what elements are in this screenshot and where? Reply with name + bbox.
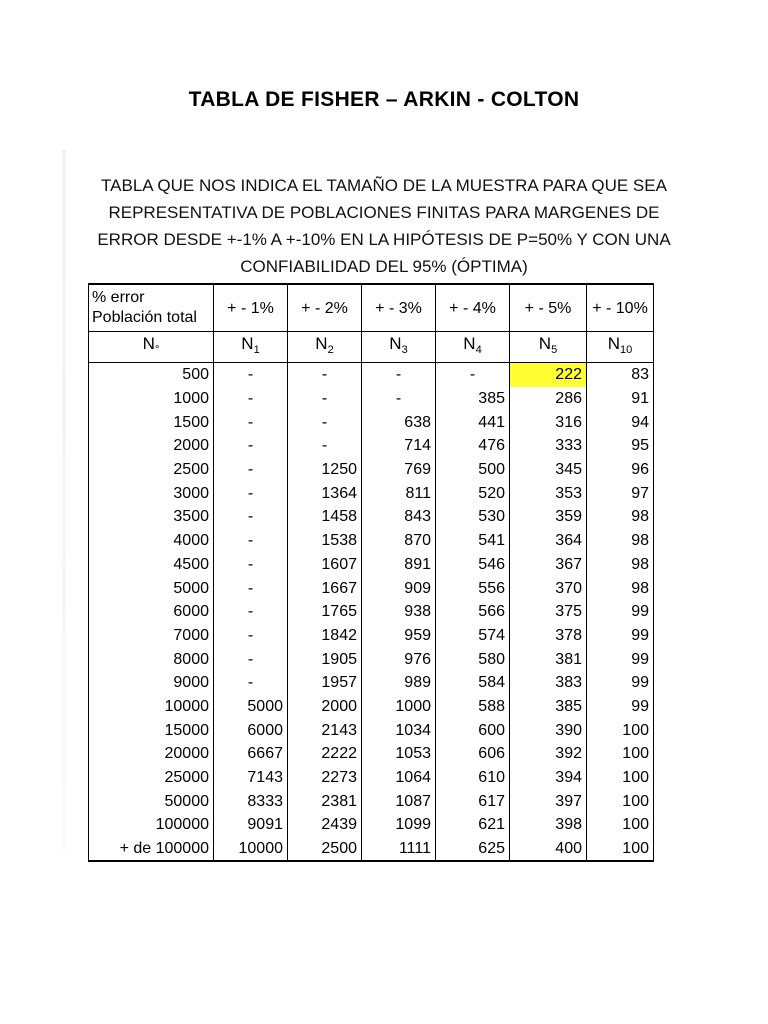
population-cell: 25000 [89,766,214,790]
sample-size-cell: 1765 [288,600,362,624]
n-header-base: N [463,334,476,353]
sample-size-cell: - [214,600,288,624]
population-cell: 500 [89,363,214,387]
error-header-row [89,284,654,332]
sample-size-cell: 98 [587,576,654,600]
population-cell: 6000 [89,600,214,624]
table-row [89,789,654,813]
n-header-subscript: 2 [327,344,334,356]
sample-size-cell: 1034 [362,718,436,742]
sample-size-cell: 100 [587,718,654,742]
population-cell: 2000 [89,434,214,458]
description-line: TABLA QUE NOS INDICA EL TAMAÑO DE LA MUESTRA PARA QUE SEA [101,176,667,195]
table-body [89,363,654,862]
sample-size-cell: 843 [362,505,436,529]
sample-size-cell: 2222 [288,742,362,766]
table-row [89,481,654,505]
sample-size-cell: 500 [436,458,510,482]
sample-size-cell: 94 [587,410,654,434]
population-cell: 4500 [89,553,214,577]
sample-size-cell: 83 [587,363,654,387]
sample-size-cell: 959 [362,624,436,648]
n-header-base: N [241,334,254,353]
population-cell: 4000 [89,529,214,553]
sample-size-cell: 316 [510,410,587,434]
sample-size-cell: 1111 [362,837,436,862]
population-cell: 50000 [89,789,214,813]
sample-size-cell: 385 [510,695,587,719]
sample-size-cell: 400 [510,837,587,862]
n-header [510,332,587,363]
sample-size-cell: 99 [587,695,654,719]
population-cell: 15000 [89,718,214,742]
population-cell: 9000 [89,671,214,695]
sample-size-cell: 390 [510,718,587,742]
sample-size-cell: 588 [436,695,510,719]
sample-size-cell: 353 [510,481,587,505]
n-header-base: N [315,334,328,353]
sample-size-cell: 606 [436,742,510,766]
table-row [89,813,654,837]
sample-size-cell: 99 [587,647,654,671]
sample-size-cell: 520 [436,481,510,505]
sample-size-cell: - [214,624,288,648]
sample-size-cell: 989 [362,671,436,695]
table-row [89,671,654,695]
table-row [89,458,654,482]
population-cell: 5000 [89,576,214,600]
n-header-base: N [607,334,621,353]
error-header: + - 5% [510,284,587,332]
table-row [89,363,654,387]
sample-size-cell: - [288,410,362,434]
sample-size-cell: 9091 [214,813,288,837]
n-header-row [89,332,654,363]
page-title: TABLA DE FISHER – ARKIN - COLTON [188,88,580,111]
n-header-base: N [538,334,552,353]
table-row [89,837,654,862]
sample-size-cell: 2273 [288,766,362,790]
sample-size-cell: 476 [436,434,510,458]
corner-header-cell [89,284,214,332]
sample-size-cell: 1000 [362,695,436,719]
n-header [436,332,510,363]
table-row [89,505,654,529]
corner-error-label: % error [92,289,145,306]
population-cell: 3000 [89,481,214,505]
sample-size-cell: - [362,387,436,411]
sample-size-cell: 222 [510,363,587,387]
sample-size-cell: 584 [436,671,510,695]
sample-size-cell: 95 [587,434,654,458]
sample-size-cell: 392 [510,742,587,766]
sample-size-cell: 385 [436,387,510,411]
population-cell: 7000 [89,624,214,648]
n-header-base: N [389,334,402,353]
sample-size-cell: 2500 [288,837,362,862]
sample-size-cell: 441 [436,410,510,434]
sample-size-cell: - [214,553,288,577]
sample-size-cell: 6000 [214,718,288,742]
sample-size-cell: 566 [436,600,510,624]
sample-size-cell: 375 [510,600,587,624]
sample-size-cell: - [214,363,288,387]
n-header-subscript: 4 [475,344,482,356]
sample-size-cell: 1905 [288,647,362,671]
sample-size-cell: 99 [587,600,654,624]
sample-size-cell: 99 [587,624,654,648]
table-row [89,529,654,553]
sample-size-cell: 1607 [288,553,362,577]
sample-size-cell: 2000 [288,695,362,719]
description-line: CONFIABILIDAD DEL 95% (ÓPTIMA) [240,257,528,276]
sample-size-cell: 938 [362,600,436,624]
sample-size-cell: 1842 [288,624,362,648]
sample-size-cell: 370 [510,576,587,600]
table-row [89,766,654,790]
population-cell: 1500 [89,410,214,434]
n-header-subscript: 5 [551,344,558,356]
population-cell: 100000 [89,813,214,837]
sample-size-cell: - [214,481,288,505]
sample-size-cell: 100 [587,813,654,837]
sample-size-cell: 909 [362,576,436,600]
sample-size-cell: 811 [362,481,436,505]
sample-size-cell: 976 [362,647,436,671]
sample-size-cell: 2439 [288,813,362,837]
sample-size-cell: 600 [436,718,510,742]
sample-size-cell: 1538 [288,529,362,553]
sample-size-cell: - [214,576,288,600]
sample-size-cell: 546 [436,553,510,577]
corner-population-label: Población total [92,309,197,326]
table-row [89,695,654,719]
n-header-subscript: 10 [620,344,633,356]
sample-size-cell: 625 [436,837,510,862]
sample-size-cell: 100 [587,742,654,766]
sample-size-cell: 541 [436,529,510,553]
sample-size-cell: 891 [362,553,436,577]
n-header [587,332,654,363]
sample-size-cell: 100 [587,837,654,862]
sample-size-cell: 91 [587,387,654,411]
sample-size-cell: 394 [510,766,587,790]
n-header [288,332,362,363]
sample-size-cell: - [214,458,288,482]
n-header-subscript: 3 [401,344,408,356]
sample-size-cell: 98 [587,505,654,529]
sample-size-cell: - [214,505,288,529]
sample-size-cell: 99 [587,671,654,695]
sample-size-cell: 7143 [214,766,288,790]
sample-size-cell: 398 [510,813,587,837]
sample-size-cell: 97 [587,481,654,505]
sample-size-cell: 8333 [214,789,288,813]
sample-size-cell: 530 [436,505,510,529]
sample-size-cell: - [214,529,288,553]
sample-size-cell: - [214,671,288,695]
population-cell: 3500 [89,505,214,529]
sample-size-cell: 870 [362,529,436,553]
population-cell: 10000 [89,695,214,719]
sample-size-cell: 621 [436,813,510,837]
sample-size-cell: 333 [510,434,587,458]
n-header [362,332,436,363]
sample-size-cell: 714 [362,434,436,458]
sample-size-cell: - [288,363,362,387]
sample-size-cell: 638 [362,410,436,434]
sample-size-cell: - [288,387,362,411]
sample-size-cell: 580 [436,647,510,671]
population-cell: + de 100000 [89,837,214,862]
sample-size-cell: 383 [510,671,587,695]
sample-size-cell: 364 [510,529,587,553]
table-row [89,434,654,458]
error-header: + - 4% [436,284,510,332]
sample-size-cell: 6667 [214,742,288,766]
sample-size-cell: 769 [362,458,436,482]
n-header-subscript: 1 [253,344,260,356]
sample-size-cell: 98 [587,529,654,553]
sample-size-cell: 617 [436,789,510,813]
sample-size-cell: - [436,363,510,387]
sample-size-cell: 556 [436,576,510,600]
sample-size-cell: 1053 [362,742,436,766]
n-header-base: N [142,334,155,353]
table-row [89,624,654,648]
table-row [89,647,654,671]
sample-size-cell: 610 [436,766,510,790]
sample-size-cell: 10000 [214,837,288,862]
sample-size-cell: 397 [510,789,587,813]
table-row [89,553,654,577]
sample-size-cell: 1087 [362,789,436,813]
error-header: + - 1% [214,284,288,332]
sample-size-cell: 1957 [288,671,362,695]
population-cell: 20000 [89,742,214,766]
sample-size-cell: 1099 [362,813,436,837]
population-cell: 8000 [89,647,214,671]
sample-size-cell: 378 [510,624,587,648]
table-row [89,718,654,742]
sample-size-cell: 1458 [288,505,362,529]
sample-size-cell: - [214,387,288,411]
table-row [89,600,654,624]
sample-size-cell: - [362,363,436,387]
sample-size-cell: 100 [587,766,654,790]
population-cell: 2500 [89,458,214,482]
sample-size-cell: 100 [587,789,654,813]
n-header [214,332,288,363]
fisher-sample-size-table [88,283,654,862]
sample-size-cell: 345 [510,458,587,482]
sample-size-cell: 2381 [288,789,362,813]
sample-size-cell: 381 [510,647,587,671]
sample-size-cell: - [214,434,288,458]
n-header [89,332,214,363]
sample-size-cell: 2143 [288,718,362,742]
error-header: + - 10% [587,284,654,332]
table-row [89,576,654,600]
scan-edge-strip [62,150,66,850]
error-header: + - 3% [362,284,436,332]
sample-size-cell: - [214,410,288,434]
description-line: ERROR DESDE +-1% A +-10% EN LA HIPÓTESIS DE P=50% Y CON UNA [97,230,671,249]
error-header: + - 2% [288,284,362,332]
sample-size-cell: 286 [510,387,587,411]
sample-size-cell: 1364 [288,481,362,505]
sample-size-cell: - [288,434,362,458]
sample-size-cell: 1667 [288,576,362,600]
sample-size-cell: 574 [436,624,510,648]
sample-size-cell: 359 [510,505,587,529]
table-row [89,410,654,434]
sample-size-cell: - [214,647,288,671]
sample-size-cell: 1064 [362,766,436,790]
sample-size-cell: 5000 [214,695,288,719]
population-cell: 1000 [89,387,214,411]
sample-size-cell: 96 [587,458,654,482]
sample-size-cell: 98 [587,553,654,577]
description-line: REPRESENTATIVA DE POBLACIONES FINITAS PARA MARGENES DE [108,203,660,222]
n-header-subscript: ° [154,344,160,356]
sample-size-cell: 1250 [288,458,362,482]
table-description [80,172,688,280]
sample-size-cell: 367 [510,553,587,577]
table-row [89,387,654,411]
table-row [89,742,654,766]
